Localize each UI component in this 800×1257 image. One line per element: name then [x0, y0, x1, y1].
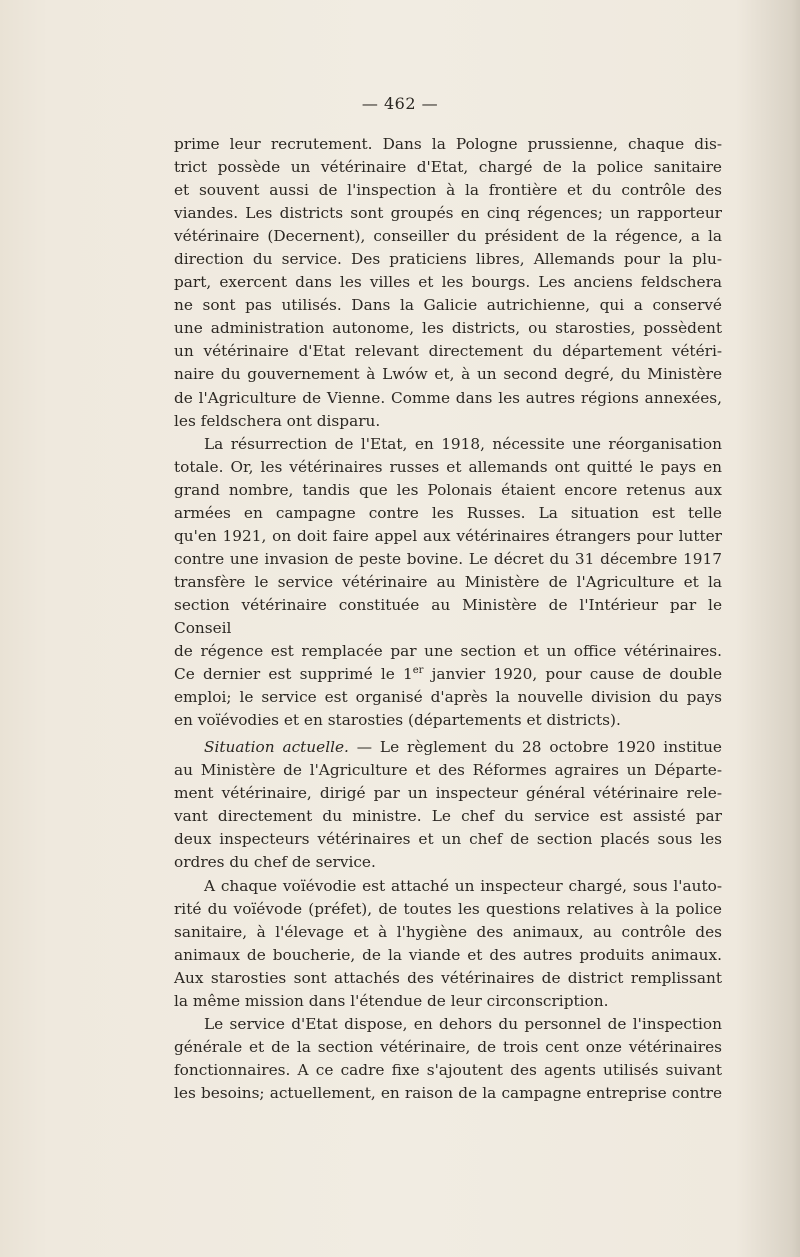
- text-line: [174, 663, 722, 686]
- text-line: part, exercent dans les villes et les bourgs. Les anciens feldschera: [174, 273, 722, 292]
- text-line: qu'en 1921, on doit faire appel aux vétérinaires étrangers pour lutter: [174, 526, 722, 545]
- text-line: générale et de la section vétérinaire, de trois cent onze vétérinaires: [174, 1037, 722, 1056]
- superscript: er: [412, 664, 424, 676]
- text-line: ne sont pas utilisés. Dans la Galicie autrichienne, qui a conservé: [174, 296, 722, 315]
- text-line: La résurrection de l'Etat, en 1918, nécessite une réorganisation: [204, 434, 722, 453]
- text-line: direction du service. Des praticiens libres, Allemands pour la plu-: [174, 250, 722, 269]
- text-line: la même mission dans l'étendue de leur circonscription.: [174, 991, 609, 1010]
- text-line: trict possède un vétérinaire d'Etat, chargé de la police sanitaire: [174, 158, 722, 177]
- text-line: de l'Agriculture de Vienne. Comme dans les autres régions annexées,: [174, 388, 722, 407]
- text-fragment: janvier 1920, pour cause de double: [423, 665, 722, 684]
- text-line: de régence est remplacée par une section et un office vétérinaires.: [174, 642, 722, 661]
- text-line: transfère le service vétérinaire au Ministère de l'Agriculture et la: [174, 572, 722, 591]
- text-line: au Ministère de l'Agriculture et des Réformes agraires un Départe-: [174, 761, 722, 780]
- text-line: emploi; le service est organisé d'après la nouvelle division du pays: [174, 688, 722, 707]
- text-fragment: — Le règlement du 28 octobre 1920 institue: [348, 738, 722, 757]
- text-line: totale. Or, les vétérinaires russes et allemands ont quitté le pays en: [174, 457, 722, 476]
- text-line: vant directement du ministre. Le chef du service est assisté par: [174, 807, 722, 826]
- text-line: ment vétérinaire, dirigé par un inspecteur général vétérinaire rele-: [174, 784, 722, 803]
- text-line: les besoins; actuellement, en raison de la campagne entreprise contre: [174, 1083, 722, 1102]
- text-line: contre une invasion de peste bovine. Le décret du 31 décembre 1917: [174, 549, 722, 568]
- text-line: et souvent aussi de l'inspection à la frontière et du contrôle des: [174, 181, 722, 200]
- text-line: vétérinaire (Decernent), conseiller du président de la régence, a la: [174, 227, 722, 246]
- text-line: naire du gouvernement à Lwów et, à un second degré, du Ministère: [174, 365, 722, 384]
- text-line: section vétérinaire constituée au Ministère de l'Intérieur par le Conseil: [174, 595, 722, 637]
- text-line: en voïévodies et en starosties (départements et districts).: [174, 711, 621, 730]
- text-line: deux inspecteurs vétérinaires et un chef de section placés sous les: [174, 830, 722, 849]
- text-line: A chaque voïévodie est attaché un inspecteur chargé, sous l'auto-: [204, 876, 722, 895]
- text-line: un vétérinaire d'Etat relevant directement du département vétéri-: [174, 342, 722, 361]
- text-line: armées en campagne contre les Russes. La situation est telle: [174, 503, 722, 522]
- text-line: Aux starosties sont attachés des vétérinaires de district remplissant: [174, 968, 722, 987]
- text-line: les feldschera ont disparu.: [174, 411, 381, 430]
- text-line: viandes. Les districts sont groupés en cinq régences; un rapporteur: [174, 204, 722, 223]
- text-line: [174, 736, 722, 759]
- text-line: grand nombre, tandis que les Polonais étaient encore retenus aux: [174, 480, 722, 499]
- text-line: prime leur recrutement. Dans la Pologne prussienne, chaque dis-: [174, 135, 722, 153]
- section-heading: Situation actuelle.: [204, 738, 349, 757]
- text-line: fonctionnaires. A ce cadre fixe s'ajoutent des agents utilisés suivant: [174, 1060, 722, 1079]
- text-line: sanitaire, à l'élevage et à l'hygiène des animaux, au contrôle des: [174, 922, 722, 941]
- text-line: animaux de boucherie, de la viande et des autres produits animaux.: [174, 945, 722, 964]
- text-fragment: Ce dernier est supprimé le 1: [174, 665, 413, 684]
- text-line: ordres du chef de service.: [174, 853, 376, 872]
- text-line: rité du voïévode (préfet), de toutes les questions relatives à la police: [174, 899, 722, 918]
- text-line: une administration autonome, les districts, ou starosties, possèdent: [174, 319, 722, 338]
- text-line: Le service d'Etat dispose, en dehors du personnel de l'inspection: [204, 1014, 722, 1033]
- page-number: — 462 —: [361, 94, 439, 113]
- body-text: [174, 133, 722, 1105]
